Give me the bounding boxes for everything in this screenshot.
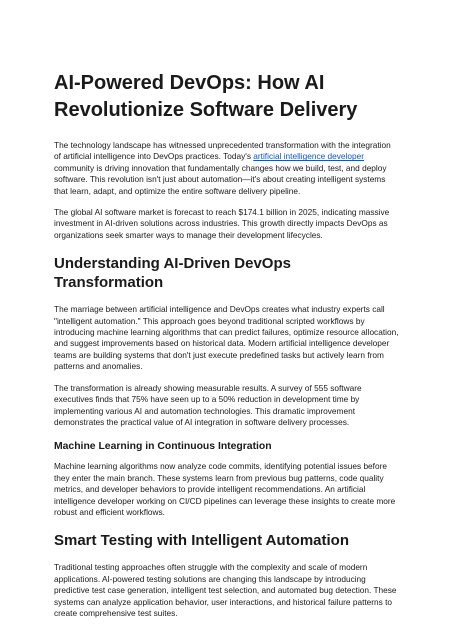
section-heading-understanding: Understanding AI-Driven DevOps Transformation [54, 255, 291, 292]
intro-text-end: community is driving innovation that fundamentally changes how we build, test, and deploy software. This revolution isn't just about automation—it's about creating intelligent systems that learn, adapt, and optimize the entire software delivery pipeline. [54, 162, 387, 196]
ml-paragraph: Machine learning algorithms now analyze code commits, identifying potential issues before they enter the main branch. These systems learn from previous bug patterns, code quality metrics, and developer behaviors to provide intelligent recommendations. An artificial intelligence developer working on CI/CD pipelines can leverage these insights to create more robust and efficient workflows. [54, 461, 396, 517]
testing-paragraph: Traditional testing approaches often struggle with the complexity and scale of modern applications. AI-powered testing solutions are changing this landscape by introducing predictive test case generation, intelligent test selection, and automated bug detection. These systems can analyze application behavior, user interactions, and historical failure patterns to create comprehensive test suites. [54, 562, 397, 618]
intro-text-start: The technology landscape has witnessed unprecedented transformation with the integration of artificial intelligence into DevOps practices. Today's [54, 140, 391, 162]
section-heading-testing: Smart Testing with Intelligent Automation [54, 532, 349, 550]
marriage-paragraph: The marriage between artificial intelligence and DevOps creates what industry experts call "intelligent automation." This approach goes beyond traditional scripted workflows by introducing machine learning algorithms that can predict failures, optimize resource allocation, and suggest improvements based on historical data. Modern artificial intelligence developer teams are building systems that don't just execute predefined tasks but actively learn from patterns and anomalies. [54, 304, 399, 372]
market-paragraph: The global AI software market is forecast to reach $174.1 billion in 2025, indicating massive investment in AI-driven solutions across industries. This growth directly impacts DevOps as organizations seek smarter ways to manage their development lifecycles. [54, 207, 390, 240]
subsection-heading-ml: Machine Learning in Continuous Integration [54, 441, 272, 453]
page-title: AI-Powered DevOps: How AI Revolutionize Software Delivery [54, 72, 358, 121]
transformation-paragraph: The transformation is already showing measurable results. A survey of 555 software executives finds that 75% have seen up to a 50% reduction in development time by implementing various AI and automation technologies. This dramatic improvement demonstrates the practical value of AI integration in software delivery processes. [54, 382, 362, 427]
intro-paragraph [54, 140, 399, 197]
artificial-intelligence-developer-link[interactable]: artificial intelligence developer [253, 151, 364, 162]
